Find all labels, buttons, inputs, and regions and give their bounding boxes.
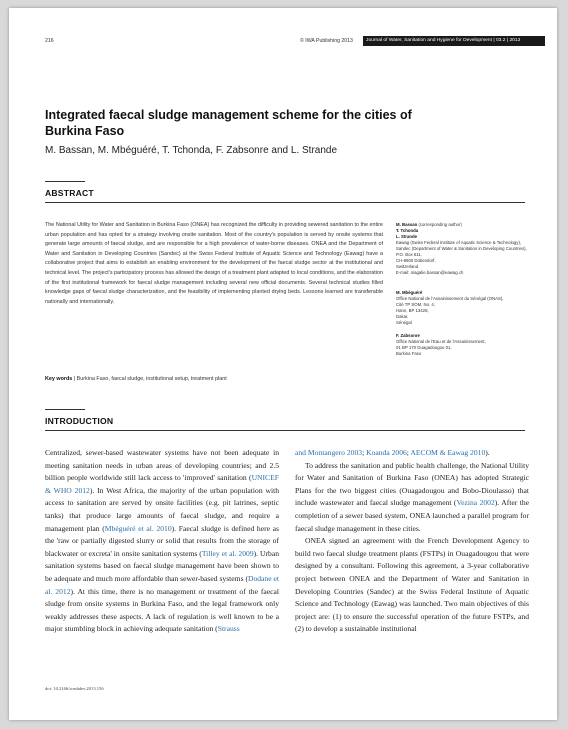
body-text: ). At this time, there is no management or treatment of the faecal sludge from onsite systems in Burkina Faso, and the legal framework only weakly addresses these aspects. A lack of regulation is well known to be a major stumbling block in achieving adequate sanitation ( bbox=[45, 586, 279, 634]
intro-paragraph-3 bbox=[295, 535, 529, 636]
journal-bar: Journal of Water, Sanitation and Hygiene for Development | 03.2 | 2013 bbox=[363, 36, 545, 46]
citation-link[interactable]: Strauss bbox=[217, 624, 240, 634]
section-rule bbox=[45, 430, 525, 431]
affiliation-text: Eawag (Swiss Federal Institute of Aquatic Science & Technology), bbox=[396, 240, 522, 245]
running-header bbox=[45, 36, 545, 47]
affiliation-text: P.O. Box 611, bbox=[396, 252, 422, 257]
affiliation-text: CH-8600 Dübendorf, bbox=[396, 258, 436, 263]
affiliation-group bbox=[396, 333, 536, 357]
intro-paragraph-2 bbox=[295, 460, 529, 536]
affiliation-text: 01 BP 170 Ouagadougou 01, bbox=[396, 345, 452, 350]
author-name: M. Bassan bbox=[396, 222, 418, 227]
citation-link[interactable]: and Montangero 2003 bbox=[295, 448, 363, 457]
body-text: Centralized, sewer-based wastewater systems have not been adequate in meeting sanitation needs in urban areas of developing countries; and 2.5 billion people worldwide still lack access to 'improved' sanitation ( bbox=[45, 448, 279, 483]
body-text: ; bbox=[362, 448, 367, 457]
article-title: Integrated faecal sludge management scheme for the cities of Burkina Faso bbox=[45, 108, 412, 138]
author-name: M. Mbéguéré bbox=[396, 290, 423, 295]
body-text: ). Faecal sludge is defined here as the 'raw or partially digested slurry or solid that results from the storage of blackwater or excreta' in onsite sanitation systems ( bbox=[45, 523, 280, 558]
section-rule bbox=[45, 202, 525, 203]
affiliation-text: Cité TP SOM, No. 4, bbox=[396, 302, 436, 307]
affiliation-text: Sénégal bbox=[396, 320, 412, 325]
body-text: ONEA signed an agreement with the French Development Agency to build two faecal sludge treatment plants (FSTPs) in Ouagadougou that were designed by a consultant. Following this agreement, a 3-year collaborative project between ONEA and the Department of Water and Sanitation in Developing Countries (Sandec) at the Swiss Federal Institute of Aquatic Science and Technology (Eawag) was launched. Two main objectives of this project are: (1) to ensure the successful operation of the future FSTPs, and (2) to develop a sustainable institutional bbox=[295, 536, 529, 634]
keywords-label: Key words bbox=[45, 376, 73, 382]
author-list: M. Bassan, M. Mbéguéré, T. Tchonda, F. Zabsonre and L. Strande bbox=[45, 145, 338, 156]
affiliation-line bbox=[396, 270, 536, 276]
article-page bbox=[9, 8, 557, 720]
doi-line: doi: 10.2166/washdev.2013.156 bbox=[45, 686, 104, 691]
introduction-heading: INTRODUCTION bbox=[45, 416, 114, 426]
affiliation-text: Switzerland bbox=[396, 264, 419, 269]
keywords-line bbox=[45, 376, 383, 382]
author-name: T. Tchonda bbox=[396, 228, 419, 233]
affiliation-text: Dakar, bbox=[396, 314, 409, 319]
citation-link[interactable]: Dodane et al. 2012 bbox=[45, 573, 280, 596]
citation-link[interactable]: Vezina 2002 bbox=[456, 498, 495, 508]
affiliation-line bbox=[396, 320, 536, 326]
affiliation-group bbox=[396, 222, 536, 276]
abstract-text: The National Utility for Water and Sanitation in Burkina Faso (ONEA) has recognized the difficulty in providing sewered sanitation to the entire urban population and has opted for a strategy involving onsite sanitation. Most of the country's population is served by onsite systems that generate large amounts of faecal sludge, and are responsible for a high prevalence of water-borne diseases. ONEA and the Department of Water and Sanitation in Developing Countries (Sandec) at the Swiss Federal Institute of Aquatic Science and Technology (Eawag) have a collaborative project that aims to establish an enabling environment for the development of the faecal sludge sector at the institutional and technical level. The project's participatory process has allowed the design of a treatment plant adapted to local conditions, and the elaboration of the first institutional framework for faecal sludge management including several new official documents. Several technical studies filled knowledge gaps of faecal sludge characterization, and the feasibility of implementing planted drying beds. Lessons learned are transferable nationally and internationally. bbox=[45, 222, 383, 305]
affiliation-group bbox=[396, 290, 536, 326]
body-text: ). Urban sanitation systems based on faecal sludge management have been shown to be adequate and much more affordable than sewer-based systems ( bbox=[45, 548, 279, 583]
body-column-right bbox=[295, 447, 529, 636]
citation-link[interactable]: AECOM & Eawag 2010 bbox=[410, 448, 486, 457]
affiliation-text: E-mail: magalie.bassan@eawag.ch bbox=[396, 270, 464, 275]
body-text: To address the sanitation and public health challenge, the National Utility for Water and Sanitation of Burkina Faso (ONEA) has adopted Strategic Plans for the two biggest cities (Ouagadougou and Bobo-Dioulasso) that include wastewater and faecal sludge management ( bbox=[295, 460, 529, 508]
affiliation-text: Sandec (Department of Water & Sanitation in Developing Countries), bbox=[396, 246, 527, 251]
body-text: ). After the completion of a sewer based system, ONEA launched a parallel program for faecal sludge management in these cities. bbox=[295, 498, 529, 533]
section-rule bbox=[45, 181, 85, 182]
citation-link[interactable]: Koanda 2006 bbox=[366, 448, 407, 457]
body-text: ; bbox=[406, 448, 411, 457]
body-text: ). In West Africa, the majority of the urban population with access to sanitation are served by onsite facilities (e.g. pit latrines, septic tanks) that produce large amounts of faecal sludge, and require a management plan ( bbox=[45, 485, 279, 533]
intro-paragraph-1-cont bbox=[295, 447, 529, 460]
citation-link[interactable]: Mbéguéré et al. 2010 bbox=[104, 523, 172, 533]
affiliation-text: Burkina Faso bbox=[396, 351, 422, 356]
intro-paragraph-1 bbox=[45, 447, 279, 636]
section-rule bbox=[45, 409, 85, 410]
keywords-list: | Burkina Faso, faecal sludge, institutional setup, treatment plant bbox=[72, 376, 227, 382]
citation-link[interactable]: UNICEF & WHO 2012 bbox=[45, 473, 279, 495]
affiliation-text: Office National de l'Assainissement du Sénégal (ONAS), bbox=[396, 296, 504, 301]
affiliation-text: Office National de l'Eau et de l'Assainissement, bbox=[396, 339, 486, 344]
affiliation-text: Hann, BP 13428, bbox=[396, 308, 429, 313]
affiliation-text: (corresponding author) bbox=[417, 222, 462, 227]
publisher-line: © IWA Publishing 2013 bbox=[300, 38, 353, 44]
citation-link[interactable]: Tilley et al. 2009 bbox=[201, 548, 254, 558]
author-name: L. Strande bbox=[396, 234, 418, 239]
affiliation-line bbox=[396, 351, 536, 357]
page-number: 216 bbox=[45, 38, 54, 44]
author-name: F. Zabsonre bbox=[396, 333, 420, 338]
abstract-heading: ABSTRACT bbox=[45, 188, 94, 198]
body-column-left bbox=[45, 447, 279, 636]
body-text: ). bbox=[485, 448, 490, 457]
